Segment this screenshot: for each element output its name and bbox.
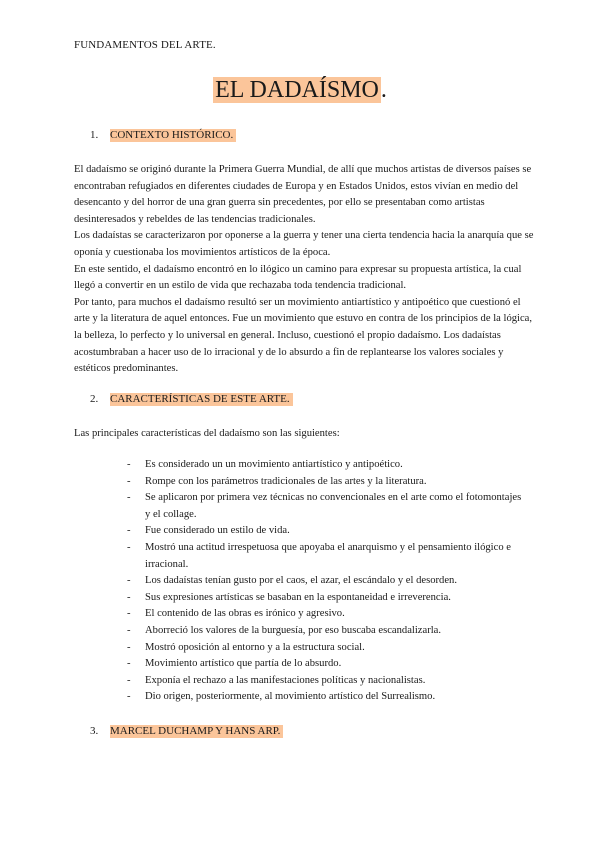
list-item-text: Fue considerado un estilo de vida.	[145, 525, 290, 537]
characteristics-list	[127, 457, 527, 706]
section-heading-duchamp-arp	[90, 723, 283, 739]
bullet-marker: -	[127, 658, 131, 670]
section-number: 2.	[90, 393, 99, 405]
list-item-text: El contenido de las obras es irónico y agresivo.	[145, 608, 345, 620]
list-item	[127, 606, 527, 623]
bullet-marker: -	[127, 608, 131, 620]
list-item-text: Movimiento artístico que partía de lo absurdo.	[145, 658, 342, 670]
bullet-marker: -	[127, 541, 131, 553]
list-item	[127, 590, 527, 607]
section-heading-characteristics	[90, 391, 293, 407]
section-title: CARACTERÍSTICAS DE ESTE ARTE.	[110, 393, 293, 406]
list-item-text: Aborreció los valores de la burguesía, por eso buscaba escandalizarla.	[145, 624, 442, 636]
document-header: FUNDAMENTOS DEL ARTE.	[74, 39, 216, 51]
list-item-text: Rompe con los parámetros tradicionales de las artes y la literatura.	[145, 475, 427, 487]
characteristics-intro: Las principales características del dadaísmo son las siguientes:	[74, 428, 340, 439]
list-item-text: Sus expresiones artísticas se basaban en la espontaneidad e irreverencia.	[145, 591, 451, 603]
bullet-marker: -	[127, 575, 131, 587]
bullet-marker: -	[127, 624, 131, 636]
list-item	[127, 523, 527, 540]
list-item-text: Es considerado un un movimiento antiartístico y antipoético.	[145, 459, 403, 470]
page-title-trail: .	[380, 77, 387, 103]
context-body	[74, 162, 534, 378]
context-paragraph: En este sentido, el dadaísmo encontró en lo ilógico un camino para expresar su propuesta artística, la cual llegó a convertir en un estilo de vida que rechazaba toda tendencia tradicional.	[74, 263, 522, 292]
bullet-marker: -	[127, 674, 131, 686]
list-item	[127, 689, 527, 706]
list-item	[127, 673, 527, 690]
list-item	[127, 474, 527, 491]
bullet-marker: -	[127, 691, 131, 703]
section-title: MARCEL DUCHAMP Y HANS ARP.	[110, 725, 283, 738]
list-item	[127, 623, 527, 640]
list-item-text: Mostró oposición al entorno y a la estructura social.	[145, 641, 365, 653]
section-number: 3.	[90, 725, 99, 737]
list-item-text: Dio origen, posteriormente, al movimiento artístico del Surrealismo.	[145, 691, 436, 703]
bullet-marker: -	[127, 459, 131, 470]
list-item-text: Mostró una actitud irrespetuosa que apoyaba el anarquismo y el pensamiento ilógico e irracional.	[145, 541, 511, 570]
context-paragraph: El dadaísmo se originó durante la Primera Guerra Mundial, de allí que muchos artistas de diversos países se encontraban refugiados en diferentes ciudades de Europa y en Estados Unidos, estos vivían en medio del desencanto y del horror de una gran guerra sin precedentes, por ello se presentaban como artistas desinteresados y rebeldes de las tendencias tradicionales.	[74, 164, 532, 225]
bullet-marker: -	[127, 591, 131, 603]
bullet-marker: -	[127, 525, 131, 537]
list-item	[127, 656, 527, 673]
title-block	[0, 73, 600, 107]
list-item-text: Los dadaístas tenían gusto por el caos, el azar, el escándalo y el desorden.	[145, 575, 457, 587]
context-paragraph: Por tanto, para muchos el dadaísmo resultó ser un movimiento antiartístico y antipoético que cuestionó el arte y la literatura de aquel entonces. Fue un movimiento que estuvo en contra de los principios de la lógica, la belleza, lo perfecto y lo universal en general. Incluso, cuestionó el propio dadaísmo. Los dadaístas acostumbraban a hacer uso de lo irracional y de lo absurdo a fin de replantearse los valores sociales y estéticos predominantes.	[74, 296, 533, 375]
list-item-text: Exponía el rechazo a las manifestaciones políticas y nacionalistas.	[145, 674, 426, 686]
page-title-text: EL DADAÍSMO	[215, 77, 379, 103]
bullet-marker: -	[127, 641, 131, 653]
section-number: 1.	[90, 129, 99, 141]
section-title: CONTEXTO HISTÓRICO.	[110, 129, 236, 142]
list-item	[127, 573, 527, 590]
bullet-marker: -	[127, 475, 131, 487]
list-item	[127, 640, 527, 657]
page-title	[211, 73, 389, 107]
list-item	[127, 457, 527, 474]
bullet-marker: -	[127, 492, 131, 504]
list-item	[127, 490, 527, 523]
context-paragraph: Los dadaístas se caracterizaron por oponerse a la guerra y tener una cierta tendencia hacia la anarquía que se oponía y cuestionaba los movimientos artísticos de la época.	[74, 230, 534, 258]
section-heading-context	[90, 127, 236, 143]
list-item	[127, 540, 527, 573]
list-item-text: Se aplicaron por primera vez técnicas no convencionales en el arte como el fotomontajes y el collage.	[145, 492, 522, 520]
